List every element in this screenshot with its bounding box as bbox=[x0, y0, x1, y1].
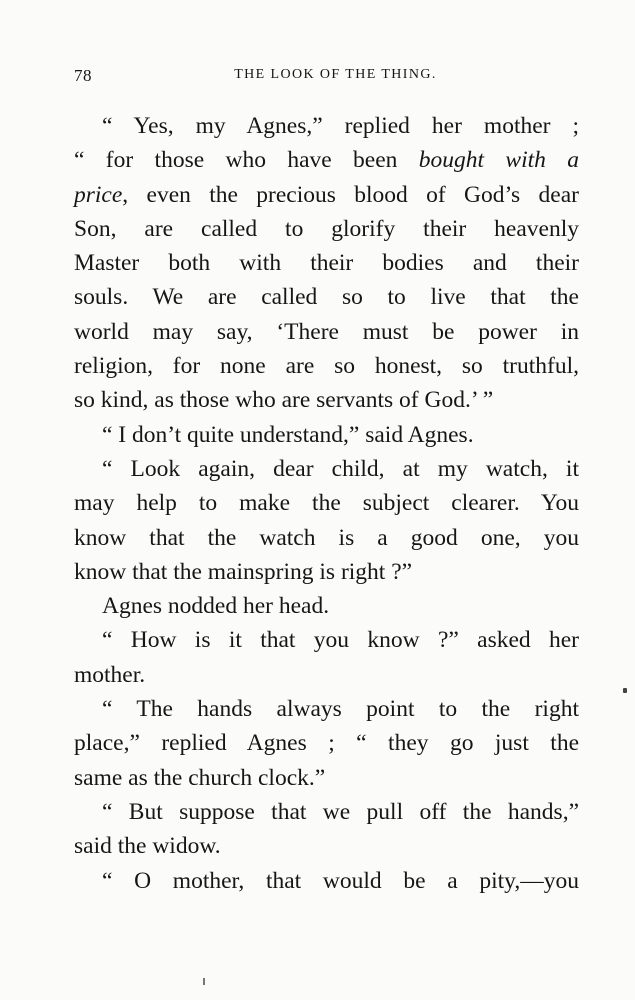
text-line bbox=[74, 383, 579, 417]
text-segment: “ I don’t quite understand,” said Agnes. bbox=[102, 421, 474, 448]
text-line bbox=[74, 246, 579, 280]
ink-speck bbox=[203, 978, 205, 985]
text-segment: , even the precious blood of God’s dear bbox=[122, 181, 579, 208]
text-line bbox=[74, 212, 579, 246]
text-segment: religion, for none are so honest, so truthful, bbox=[74, 353, 579, 380]
text-segment: “ The hands always point to the right bbox=[102, 696, 579, 723]
text-line bbox=[74, 349, 579, 383]
text-line bbox=[74, 280, 579, 314]
text-segment: world may say, ‘There must be power in bbox=[74, 318, 579, 345]
text-segment: “ Yes, my Agnes,” replied her mother ; bbox=[102, 113, 579, 139]
text-line bbox=[74, 623, 579, 657]
text-segment: same as the church clock.” bbox=[74, 764, 326, 791]
text-line bbox=[74, 555, 579, 589]
text-line bbox=[74, 658, 579, 692]
text-line bbox=[74, 692, 579, 726]
text-line bbox=[74, 864, 579, 898]
ink-speck bbox=[623, 688, 627, 693]
text-segment: place,” replied Agnes ; “ they go just the bbox=[74, 730, 579, 757]
page-number: 78 bbox=[74, 66, 92, 85]
text-line bbox=[74, 109, 579, 143]
text-line bbox=[74, 589, 579, 623]
text-line bbox=[74, 521, 579, 555]
text-line bbox=[74, 452, 579, 486]
text-segment: souls. We are called so to live that the bbox=[74, 284, 579, 311]
text-segment: know that the watch is a good one, you bbox=[74, 524, 579, 551]
text-segment: mother. bbox=[74, 661, 146, 688]
text-segment: “ Look again, dear child, at my watch, it bbox=[102, 455, 579, 482]
text-segment: “ for those who have been bbox=[74, 147, 419, 174]
text-line bbox=[74, 418, 579, 452]
text-segment: “ How is it that you know ?” asked her bbox=[102, 627, 579, 654]
text-segment: Son, are called to glorify their heavenly bbox=[74, 215, 579, 242]
text-line bbox=[74, 761, 579, 795]
text-segment: may help to make the subject clearer. You bbox=[74, 490, 579, 517]
text-segment: Agnes nodded her head. bbox=[102, 593, 330, 620]
text-line bbox=[74, 486, 579, 520]
text-line bbox=[74, 315, 579, 349]
running-head: THE LOOK OF THE THING. bbox=[234, 67, 437, 82]
text-line bbox=[74, 795, 579, 829]
italic-phrase: bought with a bbox=[418, 147, 579, 174]
text-line bbox=[74, 143, 579, 177]
text-segment: “ O mother, that would be a pity,—you bbox=[102, 867, 579, 894]
body-text bbox=[74, 109, 579, 898]
page-header bbox=[74, 66, 579, 88]
text-line bbox=[74, 829, 579, 863]
text-segment: know that the mainspring is right ?” bbox=[74, 558, 413, 585]
text-segment: said the widow. bbox=[74, 833, 221, 860]
text-line bbox=[74, 726, 579, 760]
text-segment: Master both with their bodies and their bbox=[74, 250, 579, 277]
text-segment: so kind, as those who are servants of God.’ ” bbox=[74, 387, 494, 414]
italic-phrase: price bbox=[74, 181, 123, 208]
text-segment: “ But suppose that we pull off the hands,” bbox=[102, 798, 579, 825]
text-line bbox=[74, 178, 579, 212]
